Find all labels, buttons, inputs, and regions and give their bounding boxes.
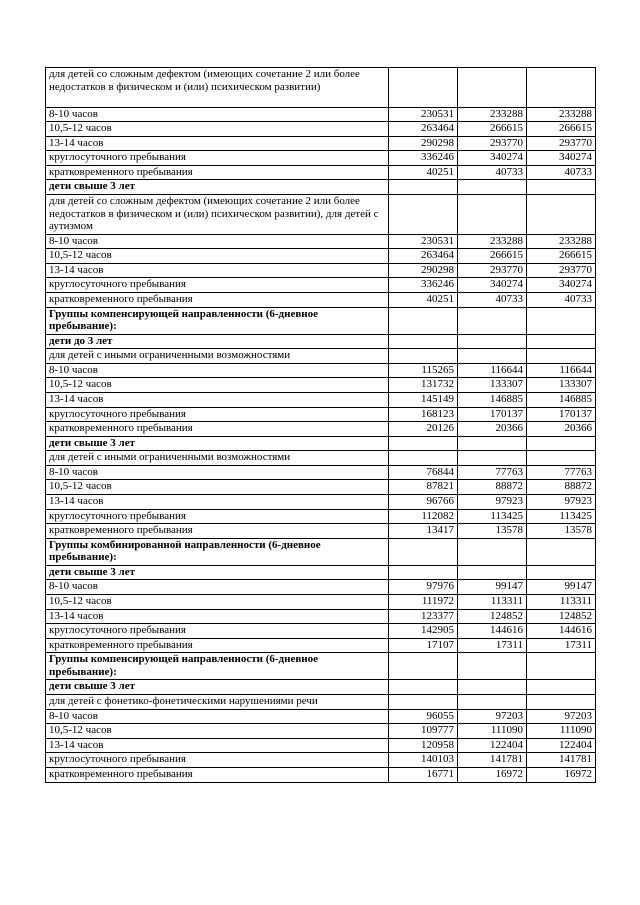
row-label: для детей со сложным дефектом (имеющих сочетание 2 или более недостатков в физическом и (или) психическом развитии), для детей с аутизмом [46, 195, 389, 235]
value-col-3: 97923 [527, 495, 596, 510]
value-col-3: 40733 [527, 165, 596, 180]
row-label: 10,5-12 часов [46, 378, 389, 393]
value-col-1: 111972 [389, 595, 458, 610]
row-label: круглосуточного пребывания [46, 753, 389, 768]
value-col-1: 290298 [389, 136, 458, 151]
value-col-1 [389, 695, 458, 710]
row-label: круглосуточного пребывания [46, 407, 389, 422]
value-col-2: 20366 [458, 422, 527, 437]
table-row [46, 624, 596, 639]
value-col-3: 133307 [527, 378, 596, 393]
value-col-2 [458, 695, 527, 710]
section-header-row [46, 307, 596, 334]
value-col-2: 77763 [458, 465, 527, 480]
value-col-2: 293770 [458, 263, 527, 278]
table-row [46, 580, 596, 595]
table-row [46, 451, 596, 466]
table-row [46, 724, 596, 739]
value-col-3: 266615 [527, 122, 596, 137]
value-col-2 [458, 680, 527, 695]
row-label: 8-10 часов [46, 107, 389, 122]
row-label: Группы комбинированной направленности (6-дневное пребывание): [46, 538, 389, 565]
value-col-2: 113311 [458, 595, 527, 610]
value-col-2: 99147 [458, 580, 527, 595]
value-col-3: 17311 [527, 638, 596, 653]
value-col-3: 340274 [527, 278, 596, 293]
table-row [46, 753, 596, 768]
table-row [46, 480, 596, 495]
row-label: кратковременного пребывания [46, 165, 389, 180]
value-col-3: 99147 [527, 580, 596, 595]
value-col-2: 170137 [458, 407, 527, 422]
value-col-2: 124852 [458, 609, 527, 624]
value-col-2: 116644 [458, 363, 527, 378]
value-col-1 [389, 680, 458, 695]
table-row [46, 767, 596, 782]
value-col-3 [527, 195, 596, 235]
document-page [45, 67, 596, 783]
row-label: дети свыше 3 лет [46, 565, 389, 580]
value-col-2 [458, 565, 527, 580]
value-col-1 [389, 349, 458, 364]
value-col-1: 336246 [389, 278, 458, 293]
value-col-1: 13417 [389, 524, 458, 539]
value-col-3: 40733 [527, 292, 596, 307]
table-row [46, 638, 596, 653]
value-col-1: 230531 [389, 107, 458, 122]
value-col-2: 146885 [458, 392, 527, 407]
value-col-2 [458, 334, 527, 349]
row-label: дети до 3 лет [46, 334, 389, 349]
value-col-3: 113425 [527, 509, 596, 524]
value-col-3 [527, 436, 596, 451]
row-label: дети свыше 3 лет [46, 180, 389, 195]
value-col-3 [527, 334, 596, 349]
row-label: круглосуточного пребывания [46, 624, 389, 639]
value-col-3 [527, 68, 596, 108]
value-col-2: 141781 [458, 753, 527, 768]
value-col-3: 146885 [527, 392, 596, 407]
value-col-2: 133307 [458, 378, 527, 393]
table-row [46, 378, 596, 393]
value-col-1: 290298 [389, 263, 458, 278]
row-label: 10,5-12 часов [46, 595, 389, 610]
value-col-1 [389, 538, 458, 565]
table-row [46, 249, 596, 264]
section-header-row [46, 680, 596, 695]
value-col-2: 16972 [458, 767, 527, 782]
row-label: 13-14 часов [46, 392, 389, 407]
table-row [46, 263, 596, 278]
table-row [46, 609, 596, 624]
value-col-2: 17311 [458, 638, 527, 653]
row-label: кратковременного пребывания [46, 422, 389, 437]
value-col-3 [527, 695, 596, 710]
value-col-2 [458, 349, 527, 364]
table-row [46, 165, 596, 180]
value-col-3: 20366 [527, 422, 596, 437]
table-row [46, 234, 596, 249]
row-label: 8-10 часов [46, 465, 389, 480]
row-label: 10,5-12 часов [46, 480, 389, 495]
table-row [46, 495, 596, 510]
value-col-3 [527, 180, 596, 195]
value-col-2: 13578 [458, 524, 527, 539]
table-row [46, 695, 596, 710]
value-col-1: 17107 [389, 638, 458, 653]
value-col-1: 20126 [389, 422, 458, 437]
value-col-3: 113311 [527, 595, 596, 610]
table-row [46, 107, 596, 122]
value-col-2: 233288 [458, 107, 527, 122]
section-header-row [46, 538, 596, 565]
value-col-2 [458, 538, 527, 565]
value-col-2: 97203 [458, 709, 527, 724]
row-label: для детей со сложным дефектом (имеющих сочетание 2 или более недостатков в физическом и (или) психическом развитии) [46, 68, 389, 108]
row-label: 13-14 часов [46, 738, 389, 753]
value-col-1 [389, 180, 458, 195]
table-row [46, 422, 596, 437]
section-header-row [46, 180, 596, 195]
value-col-3: 97203 [527, 709, 596, 724]
section-header-row [46, 436, 596, 451]
value-col-1: 120958 [389, 738, 458, 753]
row-label: 10,5-12 часов [46, 724, 389, 739]
table-row [46, 349, 596, 364]
value-col-2: 113425 [458, 509, 527, 524]
value-col-3: 293770 [527, 136, 596, 151]
value-col-1: 145149 [389, 392, 458, 407]
cost-table-body [46, 68, 596, 783]
row-label: 8-10 часов [46, 234, 389, 249]
row-label: для детей с иными ограниченными возможностями [46, 349, 389, 364]
table-row [46, 738, 596, 753]
value-col-2: 97923 [458, 495, 527, 510]
value-col-1: 112082 [389, 509, 458, 524]
value-col-3: 88872 [527, 480, 596, 495]
row-label: круглосуточного пребывания [46, 151, 389, 166]
value-col-3: 124852 [527, 609, 596, 624]
value-col-1: 263464 [389, 122, 458, 137]
value-col-3: 13578 [527, 524, 596, 539]
value-col-1: 115265 [389, 363, 458, 378]
value-col-2 [458, 68, 527, 108]
value-col-2: 111090 [458, 724, 527, 739]
value-col-2 [458, 653, 527, 680]
table-row [46, 278, 596, 293]
row-label: кратковременного пребывания [46, 292, 389, 307]
value-col-2: 40733 [458, 165, 527, 180]
row-label: 10,5-12 часов [46, 122, 389, 137]
value-col-3: 111090 [527, 724, 596, 739]
table-row [46, 392, 596, 407]
value-col-3 [527, 349, 596, 364]
value-col-3: 122404 [527, 738, 596, 753]
table-row [46, 709, 596, 724]
value-col-1 [389, 195, 458, 235]
table-row [46, 509, 596, 524]
value-col-3: 266615 [527, 249, 596, 264]
row-label: для детей с фонетико-фонетическими нарушениями речи [46, 695, 389, 710]
table-row [46, 136, 596, 151]
value-col-1 [389, 565, 458, 580]
value-col-1: 97976 [389, 580, 458, 595]
value-col-1 [389, 451, 458, 466]
value-col-3: 116644 [527, 363, 596, 378]
value-col-1: 40251 [389, 292, 458, 307]
row-label: дети свыше 3 лет [46, 436, 389, 451]
value-col-2 [458, 195, 527, 235]
table-row [46, 151, 596, 166]
value-col-1: 168123 [389, 407, 458, 422]
value-col-3: 170137 [527, 407, 596, 422]
value-col-1: 40251 [389, 165, 458, 180]
table-row [46, 68, 596, 108]
value-col-3: 340274 [527, 151, 596, 166]
value-col-1: 131732 [389, 378, 458, 393]
table-row [46, 195, 596, 235]
value-col-3: 16972 [527, 767, 596, 782]
value-col-1: 230531 [389, 234, 458, 249]
value-col-2: 266615 [458, 249, 527, 264]
value-col-2: 144616 [458, 624, 527, 639]
table-row [46, 122, 596, 137]
value-col-1: 140103 [389, 753, 458, 768]
cost-table [45, 67, 596, 783]
row-label: кратковременного пребывания [46, 638, 389, 653]
value-col-3 [527, 653, 596, 680]
value-col-1 [389, 68, 458, 108]
value-col-2 [458, 451, 527, 466]
value-col-3: 77763 [527, 465, 596, 480]
value-col-2: 122404 [458, 738, 527, 753]
value-col-3 [527, 307, 596, 334]
row-label: 13-14 часов [46, 495, 389, 510]
value-col-2: 233288 [458, 234, 527, 249]
table-row [46, 465, 596, 480]
table-row [46, 292, 596, 307]
value-col-1 [389, 334, 458, 349]
value-col-2 [458, 307, 527, 334]
row-label: 10,5-12 часов [46, 249, 389, 264]
value-col-2: 88872 [458, 480, 527, 495]
row-label: 13-14 часов [46, 263, 389, 278]
value-col-1: 96055 [389, 709, 458, 724]
row-label: 13-14 часов [46, 136, 389, 151]
value-col-1 [389, 307, 458, 334]
value-col-1: 123377 [389, 609, 458, 624]
value-col-2 [458, 436, 527, 451]
value-col-3 [527, 451, 596, 466]
value-col-2: 340274 [458, 151, 527, 166]
row-label: Группы компенсирующей направленности (6-дневное пребывание): [46, 307, 389, 334]
section-header-row [46, 565, 596, 580]
row-label: для детей с иными ограниченными возможностями [46, 451, 389, 466]
value-col-3 [527, 565, 596, 580]
table-row [46, 595, 596, 610]
section-header-row [46, 653, 596, 680]
value-col-1: 336246 [389, 151, 458, 166]
value-col-3 [527, 538, 596, 565]
value-col-3: 233288 [527, 234, 596, 249]
value-col-1: 16771 [389, 767, 458, 782]
value-col-1: 96766 [389, 495, 458, 510]
row-label: кратковременного пребывания [46, 767, 389, 782]
value-col-2: 40733 [458, 292, 527, 307]
value-col-3: 141781 [527, 753, 596, 768]
row-label: круглосуточного пребывания [46, 278, 389, 293]
row-label: Группы компенсирующей направленности (6-дневное пребывание): [46, 653, 389, 680]
value-col-1: 142905 [389, 624, 458, 639]
table-row [46, 407, 596, 422]
section-header-row [46, 334, 596, 349]
value-col-2: 340274 [458, 278, 527, 293]
value-col-1 [389, 436, 458, 451]
row-label: дети свыше 3 лет [46, 680, 389, 695]
value-col-1: 76844 [389, 465, 458, 480]
row-label: 8-10 часов [46, 580, 389, 595]
value-col-1: 263464 [389, 249, 458, 264]
value-col-2 [458, 180, 527, 195]
row-label: 8-10 часов [46, 709, 389, 724]
value-col-3: 144616 [527, 624, 596, 639]
table-row [46, 524, 596, 539]
value-col-3 [527, 680, 596, 695]
row-label: 8-10 часов [46, 363, 389, 378]
value-col-2: 266615 [458, 122, 527, 137]
value-col-3: 293770 [527, 263, 596, 278]
row-label: круглосуточного пребывания [46, 509, 389, 524]
row-label: кратковременного пребывания [46, 524, 389, 539]
value-col-2: 293770 [458, 136, 527, 151]
value-col-1 [389, 653, 458, 680]
table-row [46, 363, 596, 378]
row-label: 13-14 часов [46, 609, 389, 624]
value-col-1: 87821 [389, 480, 458, 495]
value-col-3: 233288 [527, 107, 596, 122]
value-col-1: 109777 [389, 724, 458, 739]
